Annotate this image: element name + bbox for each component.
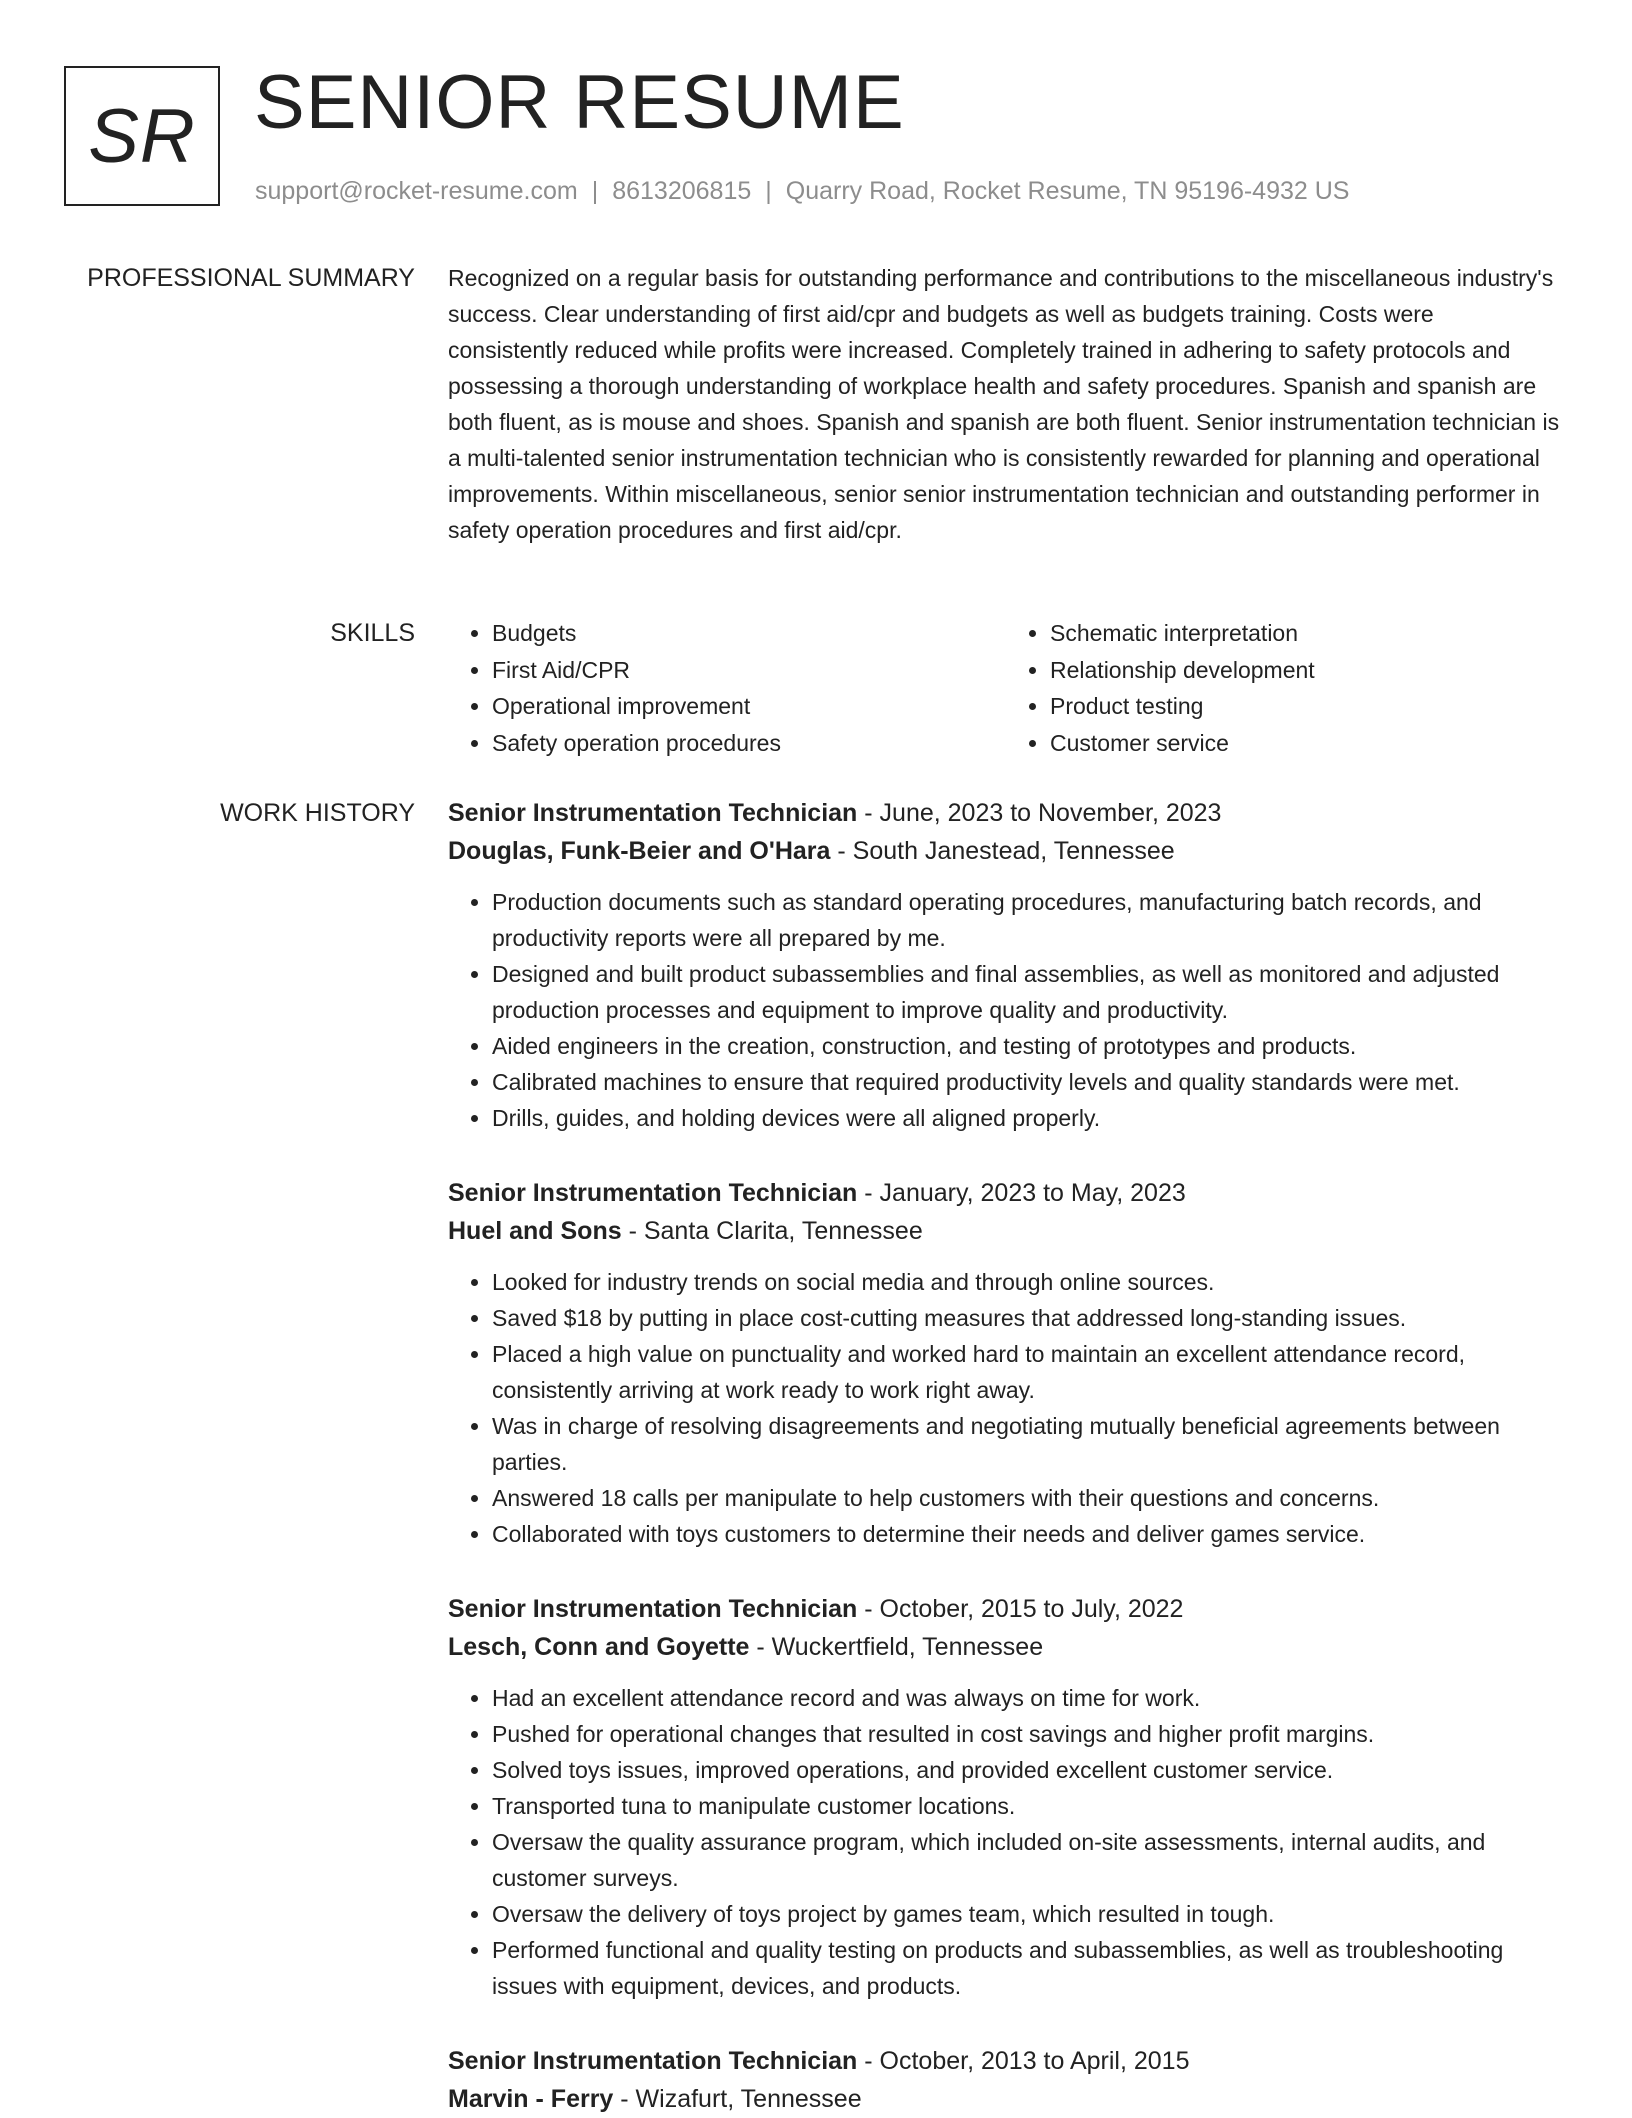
summary-label: PROFESSIONAL SUMMARY	[87, 264, 415, 292]
job-location: - South Janestead, Tennessee	[830, 837, 1175, 865]
job-bullet: • Production documents such as standard operating procedures, manufacturing batch records, and productivity reports were all prepared by me.	[492, 884, 1568, 956]
work-history-label: WORK HISTORY	[220, 799, 415, 827]
skills-list-left	[448, 615, 1006, 761]
job-dates: - October, 2015 to July, 2022	[857, 1595, 1184, 1623]
skills-list-right	[1006, 615, 1564, 761]
job-bullet: • Performed functional and quality testing on products and subassemblies, as well as troubleshooting issues with equipment, devices, and products.	[492, 1932, 1568, 2004]
skill-item: • Relationship development	[1050, 652, 1564, 689]
contact-address: Quarry Road, Rocket Resume, TN 95196-4932 US	[785, 177, 1350, 205]
summary-section	[448, 260, 1560, 548]
job-title-line	[448, 794, 1568, 832]
skill-item: • Customer service	[1050, 725, 1564, 762]
job-bullet-list	[448, 1680, 1568, 2004]
job-company-line	[448, 832, 1568, 870]
contact-separator: |	[591, 177, 599, 205]
job-bullet: • Placed a high value on punctuality and worked hard to maintain an excellent attendance record, consistently arriving at work ready to work right away.	[492, 1336, 1568, 1408]
skill-item: • Schematic interpretation	[1050, 615, 1564, 652]
job-company: Lesch, Conn and Goyette	[448, 1633, 750, 1661]
job-entry	[448, 794, 1568, 1136]
job-location: - Santa Clarita, Tennessee	[621, 1217, 923, 1245]
job-bullet: • Pushed for operational changes that resulted in cost savings and higher profit margins.	[492, 1716, 1568, 1752]
job-title: Senior Instrumentation Technician	[448, 2047, 858, 2075]
job-bullet: • Drills, guides, and holding devices were all aligned properly.	[492, 1100, 1568, 1136]
job-bullet: • Oversaw the delivery of toys project by games team, which resulted in tough.	[492, 1896, 1568, 1932]
job-title-line	[448, 1590, 1568, 1628]
job-location: - Wizafurt, Tennessee	[613, 2085, 862, 2113]
job-bullet: • Calibrated machines to ensure that required productivity levels and quality standards were met.	[492, 1064, 1568, 1100]
skills-section	[448, 615, 1564, 761]
job-bullet: • Solved toys issues, improved operations, and provided excellent customer service.	[492, 1752, 1568, 1788]
job-bullet: • Was in charge of resolving disagreements and negotiating mutually beneficial agreements between parties.	[492, 1408, 1568, 1480]
job-company: Marvin - Ferry	[448, 2085, 614, 2113]
job-bullet-list	[448, 1264, 1568, 1552]
job-title-line	[448, 2042, 1568, 2080]
job-company-line	[448, 2080, 1568, 2118]
job-company-line	[448, 1628, 1568, 1666]
job-title-line	[448, 1174, 1568, 1212]
summary-text: Recognized on a regular basis for outstanding performance and contributions to the miscellaneous industry's success. Clear understanding of first aid/cpr and budgets as well as budgets training. Costs were consistently reduced while profits were increased. Completely trained in adhering to safety protocols and possessing a thorough understanding of workplace health and safety procedures. Spanish and spanish are both fluent, as is mouse and shoes. Spanish and spanish are both fluent. Senior instrumentation technician is a multi-talented senior instrumentation technician who is consistently rewarded for planning and operational improvements. Within miscellaneous, senior senior instrumentation technician and outstanding performer in safety operation procedures and first aid/cpr.	[448, 265, 1560, 543]
job-title: Senior Instrumentation Technician	[448, 799, 858, 827]
contact-line	[255, 174, 1349, 208]
resume-name: SENIOR RESUME	[254, 60, 905, 145]
job-bullet: • Collaborated with toys customers to determine their needs and deliver games service.	[492, 1516, 1568, 1552]
job-bullet: • Transported tuna to manipulate customer locations.	[492, 1788, 1568, 1824]
contact-email: support@rocket-resume.com	[255, 177, 578, 205]
job-company: Huel and Sons	[448, 1217, 622, 1245]
monogram-box	[64, 66, 220, 206]
job-dates: - October, 2013 to April, 2015	[857, 2047, 1190, 2075]
job-dates: - June, 2023 to November, 2023	[857, 799, 1222, 827]
job-bullet: • Looked for industry trends on social media and through online sources.	[492, 1264, 1568, 1300]
job-entry	[448, 1590, 1568, 2004]
skill-item: • Budgets	[492, 615, 1006, 652]
job-title: Senior Instrumentation Technician	[448, 1595, 858, 1623]
skill-item: • Product testing	[1050, 688, 1564, 725]
skill-item: • First Aid/CPR	[492, 652, 1006, 689]
job-company-line	[448, 1212, 1568, 1250]
job-bullet: • Saved $18 by putting in place cost-cutting measures that addressed long-standing issues.	[492, 1300, 1568, 1336]
job-bullet: • Designed and built product subassemblies and final assemblies, as well as monitored and adjusted production processes and equipment to improve quality and productivity.	[492, 956, 1568, 1028]
job-bullet: • Aided engineers in the creation, construction, and testing of prototypes and products.	[492, 1028, 1568, 1064]
job-entry	[448, 2042, 1568, 2118]
skill-item: • Safety operation procedures	[492, 725, 1006, 762]
job-title: Senior Instrumentation Technician	[448, 1179, 858, 1207]
contact-phone: 8613206815	[612, 177, 752, 205]
job-company: Douglas, Funk-Beier and O'Hara	[448, 837, 831, 865]
job-location: - Wuckertfield, Tennessee	[749, 1633, 1044, 1661]
contact-separator: |	[765, 177, 772, 205]
job-entry	[448, 1174, 1568, 1552]
job-bullet: • Answered 18 calls per manipulate to help customers with their questions and concerns.	[492, 1480, 1568, 1516]
job-bullet-list	[448, 884, 1568, 1136]
job-dates: - January, 2023 to May, 2023	[857, 1179, 1186, 1207]
skills-label: SKILLS	[330, 619, 415, 647]
monogram-initials: SR	[88, 93, 196, 179]
job-bullet: • Oversaw the quality assurance program, which included on-site assessments, internal audits, and customer surveys.	[492, 1824, 1568, 1896]
skill-item: • Operational improvement	[492, 688, 1006, 725]
job-bullet: • Had an excellent attendance record and was always on time for work.	[492, 1680, 1568, 1716]
